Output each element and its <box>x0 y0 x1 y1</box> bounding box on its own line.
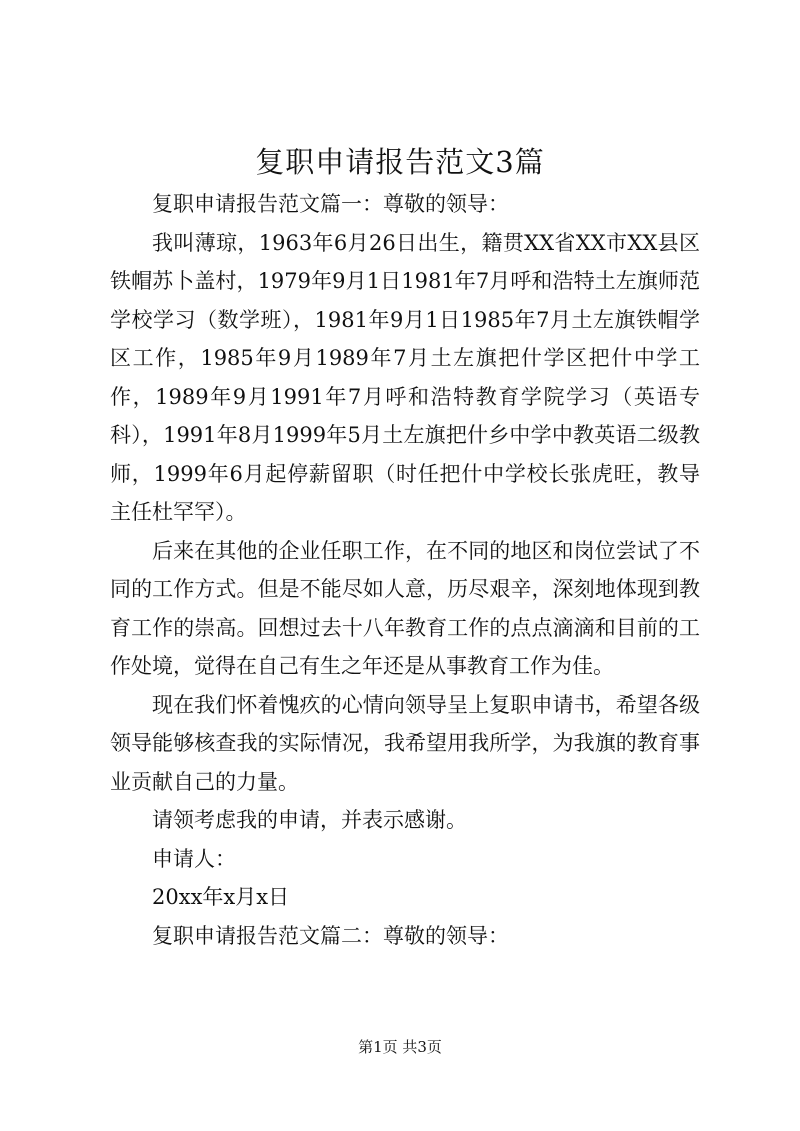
page-number-label: 第1页 共3页 <box>358 1038 442 1056</box>
paragraph-request: 现在我们怀着愧疚的心情向领导呈上复职申请书，希望各级领导能够核查我的实际情况，我希望用我所学，为我旗的教育事业贡献自己的力量。 <box>110 692 700 794</box>
paragraph-salutation-1: 复职申请报告范文篇一：尊敬的领导： <box>152 192 509 216</box>
date-line: 20xx年x月x日 <box>152 885 290 909</box>
document-body <box>110 185 700 955</box>
applicant-label: 申请人： <box>152 846 236 871</box>
paragraph-background: 我叫薄琼，1963年6月26日出生，籍贯XX省XX市XX县区铁帽苏卜盖村，1979年9月1日1981年7月呼和浩特土左旗师范学校学习（数学班），1981年9月1日1985年7月土左旗铁帽学区工作，1985年9月1989年7月土左旗把什学区把什中学工作，1989年9月1991年7月呼和浩特教育学院学习（英语专科），1991年8月1999年5月土左旗把什乡中学中教英语二级教师，1999年6月起停薪留职（时任把什中学校长张虎旺，教导主任杜罕罕）。 <box>110 230 700 524</box>
paragraph-experience: 后来在其他的企业任职工作，在不同的地区和岗位尝试了不同的工作方式。但是不能尽如人意，历尽艰辛，深刻地体现到教育工作的崇高。回想过去十八年教育工作的点点滴滴和目前的工作处境，觉得在自己有生之年还是从事教育工作为佳。 <box>110 538 700 678</box>
paragraph-salutation-2: 复职申请报告范文篇二：尊敬的领导： <box>152 923 509 948</box>
page-footer <box>0 1037 800 1057</box>
document-title: 复职申请报告范文3篇 <box>255 145 545 179</box>
paragraph-thanks: 请领考虑我的申请，并表示感谢。 <box>152 808 467 832</box>
